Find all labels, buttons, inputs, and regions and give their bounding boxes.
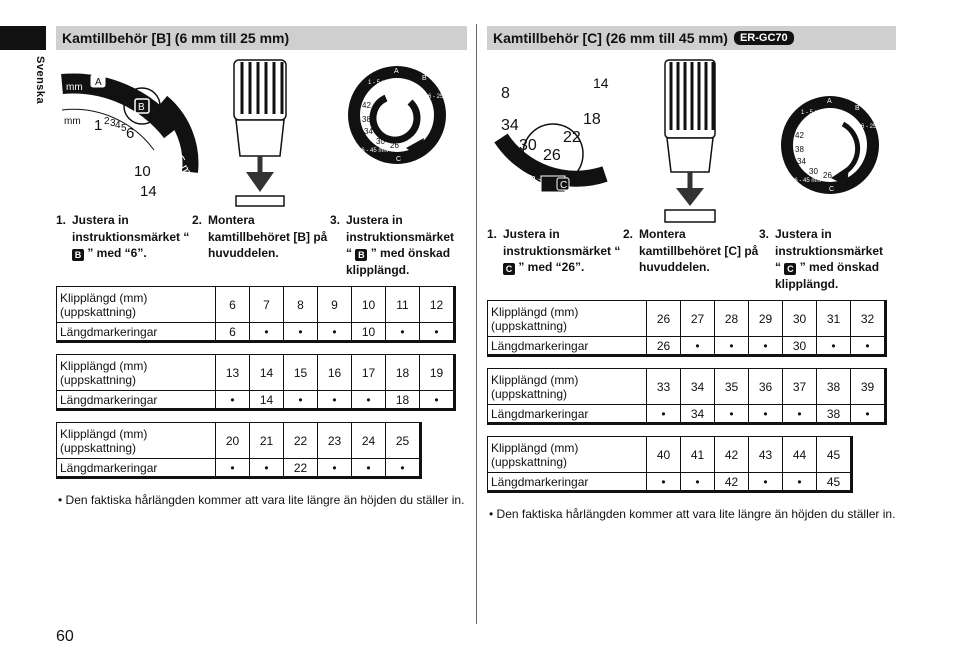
fig3-label-1: A [827, 98, 832, 105]
fig1-label-4: 34 [501, 117, 519, 134]
step-3 [330, 212, 460, 278]
table-cell: • [681, 337, 715, 355]
fig3-label-6: 34 [364, 127, 373, 136]
table-cell: • [318, 323, 352, 341]
cut-length-table-1 [56, 286, 456, 343]
table-cell: 29 [749, 301, 783, 337]
row-label: Klipplängd (mm) (uppskattning) [57, 423, 216, 459]
hair-length-note: • Den faktiska hårlängden kommer att vara lite längre än höjden du ställer in. [489, 507, 896, 521]
step-text: Montera kamtillbehöret [B] på huvuddelen. [208, 213, 328, 260]
fig3-label-4: 42 [795, 131, 804, 140]
table-cell: • [851, 405, 885, 423]
row-label: Klipplängd (mm) (uppskattning) [488, 301, 647, 337]
section-comb-b [56, 26, 467, 509]
fig1-label-12: 14 [140, 183, 157, 200]
table-cell: • [715, 405, 749, 423]
fig1-label-7: 45 mm [501, 162, 538, 186]
table-cell: • [284, 323, 318, 341]
step-3 [759, 226, 889, 292]
table-cell: 7 [250, 287, 284, 323]
table-cell: 42 [715, 473, 749, 491]
fig1-label-8: 5 [121, 123, 127, 134]
row-label: Klipplängd (mm) (uppskattning) [57, 287, 216, 323]
table-cell: 32 [851, 301, 885, 337]
table-cell: 13 [216, 355, 250, 391]
fig3-label-0: 1 - 5 mm [368, 80, 392, 86]
length-dial-figure [779, 94, 889, 196]
mark-b-icon: B [355, 249, 367, 261]
table-cell: 34 [681, 405, 715, 423]
row-label: Längdmarkeringar [488, 405, 647, 423]
table-cell: 16 [318, 355, 352, 391]
table-cell: • [386, 323, 420, 341]
instruction-steps [487, 226, 896, 292]
fig1-label-1: A [95, 77, 102, 88]
step-text: Justera in instruktionsmärket “ [346, 213, 455, 260]
model-badge: ER-GC70 [734, 31, 794, 45]
table-cell: 43 [749, 437, 783, 473]
table-cell: 26 [647, 337, 681, 355]
fig3-label-2: B [855, 105, 860, 112]
fig3-label-5: 38 [362, 115, 371, 124]
fig3-label-7: 30 [809, 167, 818, 176]
section-title-text: Kamtillbehör [C] (26 mm till 45 mm) [493, 30, 728, 46]
row-label: Klipplängd (mm) (uppskattning) [488, 369, 647, 405]
section-comb-c [487, 26, 896, 523]
instruction-steps [56, 212, 467, 278]
row-label: Längdmarkeringar [488, 337, 647, 355]
fig1-label-1: 14 [593, 75, 609, 91]
step-text-end: ” med önskad klipplängd. [346, 246, 451, 277]
figure-row [56, 54, 467, 204]
table-cell: • [647, 473, 681, 491]
table-cell: • [749, 473, 783, 491]
fig1-label-2: B [138, 102, 145, 113]
step-number: 1. [487, 227, 498, 241]
table-cell: • [851, 337, 885, 355]
mark-b-icon: B [72, 249, 84, 261]
fig1-label-0: 8 [501, 85, 510, 102]
fig1-label-11: 10 [134, 163, 151, 180]
table-cell: 33 [647, 369, 681, 405]
table-cell: • [715, 337, 749, 355]
row-label: Längdmarkeringar [57, 391, 216, 409]
row-label: Klipplängd (mm) (uppskattning) [57, 355, 216, 391]
table-cell: 27 [681, 301, 715, 337]
step-text-end: ” med “6”. [87, 246, 147, 260]
table-cell: 38 [817, 369, 851, 405]
table-cell: 21 [250, 423, 284, 459]
table-cell: 14 [250, 391, 284, 409]
table-cell: • [420, 391, 454, 409]
fig1-label-3: 22 [563, 129, 581, 146]
table-cell: 6 [216, 323, 250, 341]
table-row [57, 423, 420, 459]
mark-c-icon: C [784, 263, 796, 275]
table-cell: 39 [851, 369, 885, 405]
table-cell: • [749, 337, 783, 355]
table-cell: 12 [420, 287, 454, 323]
cut-length-table-2 [56, 354, 456, 411]
table-cell: 31 [817, 301, 851, 337]
table-cell: 10 [352, 323, 386, 341]
table-cell: • [817, 337, 851, 355]
fig1-label-4: 1 [94, 117, 103, 134]
table-row [488, 405, 885, 423]
mark-c-icon: C [503, 263, 515, 275]
length-dial-figure [346, 64, 456, 166]
row-label: Längdmarkeringar [488, 473, 647, 491]
table-cell: 36 [749, 369, 783, 405]
table-cell: • [386, 459, 420, 477]
table-cell: • [318, 459, 352, 477]
fig1-label-5: 2 [104, 116, 110, 127]
table-cell: 22 [284, 423, 318, 459]
cut-length-table-2 [487, 368, 887, 425]
table-cell: • [783, 473, 817, 491]
table-cell: • [250, 323, 284, 341]
step-text-end: ” med “26”. [518, 260, 585, 274]
table-cell: 35 [715, 369, 749, 405]
step-text-end: ” med önskad klipplängd. [775, 260, 880, 291]
hair-length-note: • Den faktiska hårlängden kommer att vara lite längre än höjden du ställer in. [58, 493, 465, 507]
table-cell: • [681, 473, 715, 491]
fig3-label-5: 38 [795, 145, 804, 154]
table-row [488, 301, 885, 337]
section-title [56, 26, 467, 50]
cut-length-table-1 [487, 300, 887, 357]
fig1-label-3: mm [64, 116, 81, 127]
fig3-label-3: 6 - 25 mm [861, 124, 889, 130]
table-row [488, 337, 885, 355]
step-1 [487, 226, 623, 292]
table-cell: 14 [250, 355, 284, 391]
table-cell: 25 [386, 423, 420, 459]
table-cell: 20 [216, 423, 250, 459]
fig1-label-8: C [560, 180, 568, 191]
row-label: Längdmarkeringar [57, 323, 216, 341]
step-text: Montera kamtillbehöret [C] på huvuddelen. [639, 227, 759, 274]
table-cell: • [420, 323, 454, 341]
fig3-label-4: 42 [362, 101, 371, 110]
step-text: Justera in instruktionsmärket “ [72, 213, 190, 244]
table-cell: 18 [386, 355, 420, 391]
table-cell: 30 [783, 337, 817, 355]
fig3-label-6: 34 [797, 157, 806, 166]
table-cell: 8 [284, 287, 318, 323]
step-2 [192, 212, 330, 278]
row-label: Längdmarkeringar [57, 459, 216, 477]
fig3-label-8: 26 [823, 171, 832, 180]
table-cell: 11 [386, 287, 420, 323]
table-cell: • [216, 459, 250, 477]
fig1-label-5: 30 [519, 137, 537, 154]
table-cell: 26 [647, 301, 681, 337]
table-cell: • [783, 405, 817, 423]
table-cell: 37 [783, 369, 817, 405]
table-cell: • [352, 459, 386, 477]
table-cell: 30 [783, 301, 817, 337]
fig1-label-2: 18 [583, 111, 601, 128]
fig3-label-10: C [829, 186, 835, 193]
table-cell: 19 [420, 355, 454, 391]
fig3-label-2: B [422, 75, 427, 82]
column-divider [476, 24, 477, 624]
section-title-text: Kamtillbehör [B] (6 mm till 25 mm) [62, 30, 290, 46]
table-cell: 17 [352, 355, 386, 391]
fig3-label-10: C [396, 156, 402, 163]
fig1-label-6: 3 [110, 118, 116, 129]
table-cell: • [749, 405, 783, 423]
table-row [57, 459, 420, 477]
table-row [57, 323, 454, 341]
table-cell: 15 [284, 355, 318, 391]
table-cell: 42 [715, 437, 749, 473]
table-row [488, 473, 851, 491]
table-row [57, 287, 454, 323]
table-row [57, 355, 454, 391]
table-cell: 44 [783, 437, 817, 473]
fig1-label-7: 4 [115, 120, 121, 131]
step-number: 2. [623, 227, 634, 241]
table-cell: 28 [715, 301, 749, 337]
table-cell: 22 [284, 459, 318, 477]
table-cell: • [352, 391, 386, 409]
fig3-label-9: 26 - 45 mm [358, 148, 389, 154]
table-row [57, 391, 454, 409]
table-cell: 10 [352, 287, 386, 323]
page-number: 60 [56, 628, 74, 645]
table-cell: 24 [352, 423, 386, 459]
table-cell: • [647, 405, 681, 423]
step-text: Justera in instruktionsmärket “ [503, 227, 621, 258]
fig3-label-1: A [394, 68, 399, 75]
fig1-label-9: 6 [126, 125, 135, 142]
fig3-label-8: 26 [390, 141, 399, 150]
row-label: Klipplängd (mm) (uppskattning) [488, 437, 647, 473]
table-row [488, 437, 851, 473]
table-cell: 40 [647, 437, 681, 473]
table-cell: 41 [681, 437, 715, 473]
comb-attachment-figure [228, 54, 298, 204]
step-number: 1. [56, 213, 67, 227]
table-row [488, 369, 885, 405]
table-cell: 18 [386, 391, 420, 409]
section-title [487, 26, 896, 50]
fig3-label-0: 1 - 5 mm [801, 110, 825, 116]
cut-length-table-3 [487, 436, 853, 493]
fig1-label-6: 26 [543, 147, 561, 164]
table-cell: 23 [318, 423, 352, 459]
step-2 [623, 226, 759, 292]
step-number: 2. [192, 213, 203, 227]
dial-closeup-figure [497, 66, 612, 196]
table-cell: 45 [817, 473, 851, 491]
language-label: Svenska [34, 56, 46, 105]
fig1-label-10: 6 - 25 mm [160, 132, 200, 187]
figure-row [487, 54, 896, 224]
table-cell: • [250, 459, 284, 477]
table-cell: • [318, 391, 352, 409]
fig3-label-7: 30 [376, 137, 385, 146]
step-1 [56, 212, 192, 278]
language-tab-marker [0, 26, 46, 50]
step-text: Justera in instruktionsmärket “ [775, 227, 884, 274]
table-cell: 9 [318, 287, 352, 323]
comb-attachment-figure [659, 54, 725, 224]
table-cell: 6 [216, 287, 250, 323]
cut-length-table-3 [56, 422, 422, 479]
table-cell: 45 [817, 437, 851, 473]
fig3-label-9: 26 - 45 mm [791, 178, 822, 184]
dial-closeup-figure [62, 62, 200, 200]
fig1-label-0: mm [66, 82, 83, 93]
table-cell: 38 [817, 405, 851, 423]
step-number: 3. [330, 213, 341, 227]
table-cell: • [284, 391, 318, 409]
table-cell: 34 [681, 369, 715, 405]
table-cell: • [216, 391, 250, 409]
fig3-label-3: 6 - 25 mm [428, 94, 456, 100]
step-number: 3. [759, 227, 770, 241]
